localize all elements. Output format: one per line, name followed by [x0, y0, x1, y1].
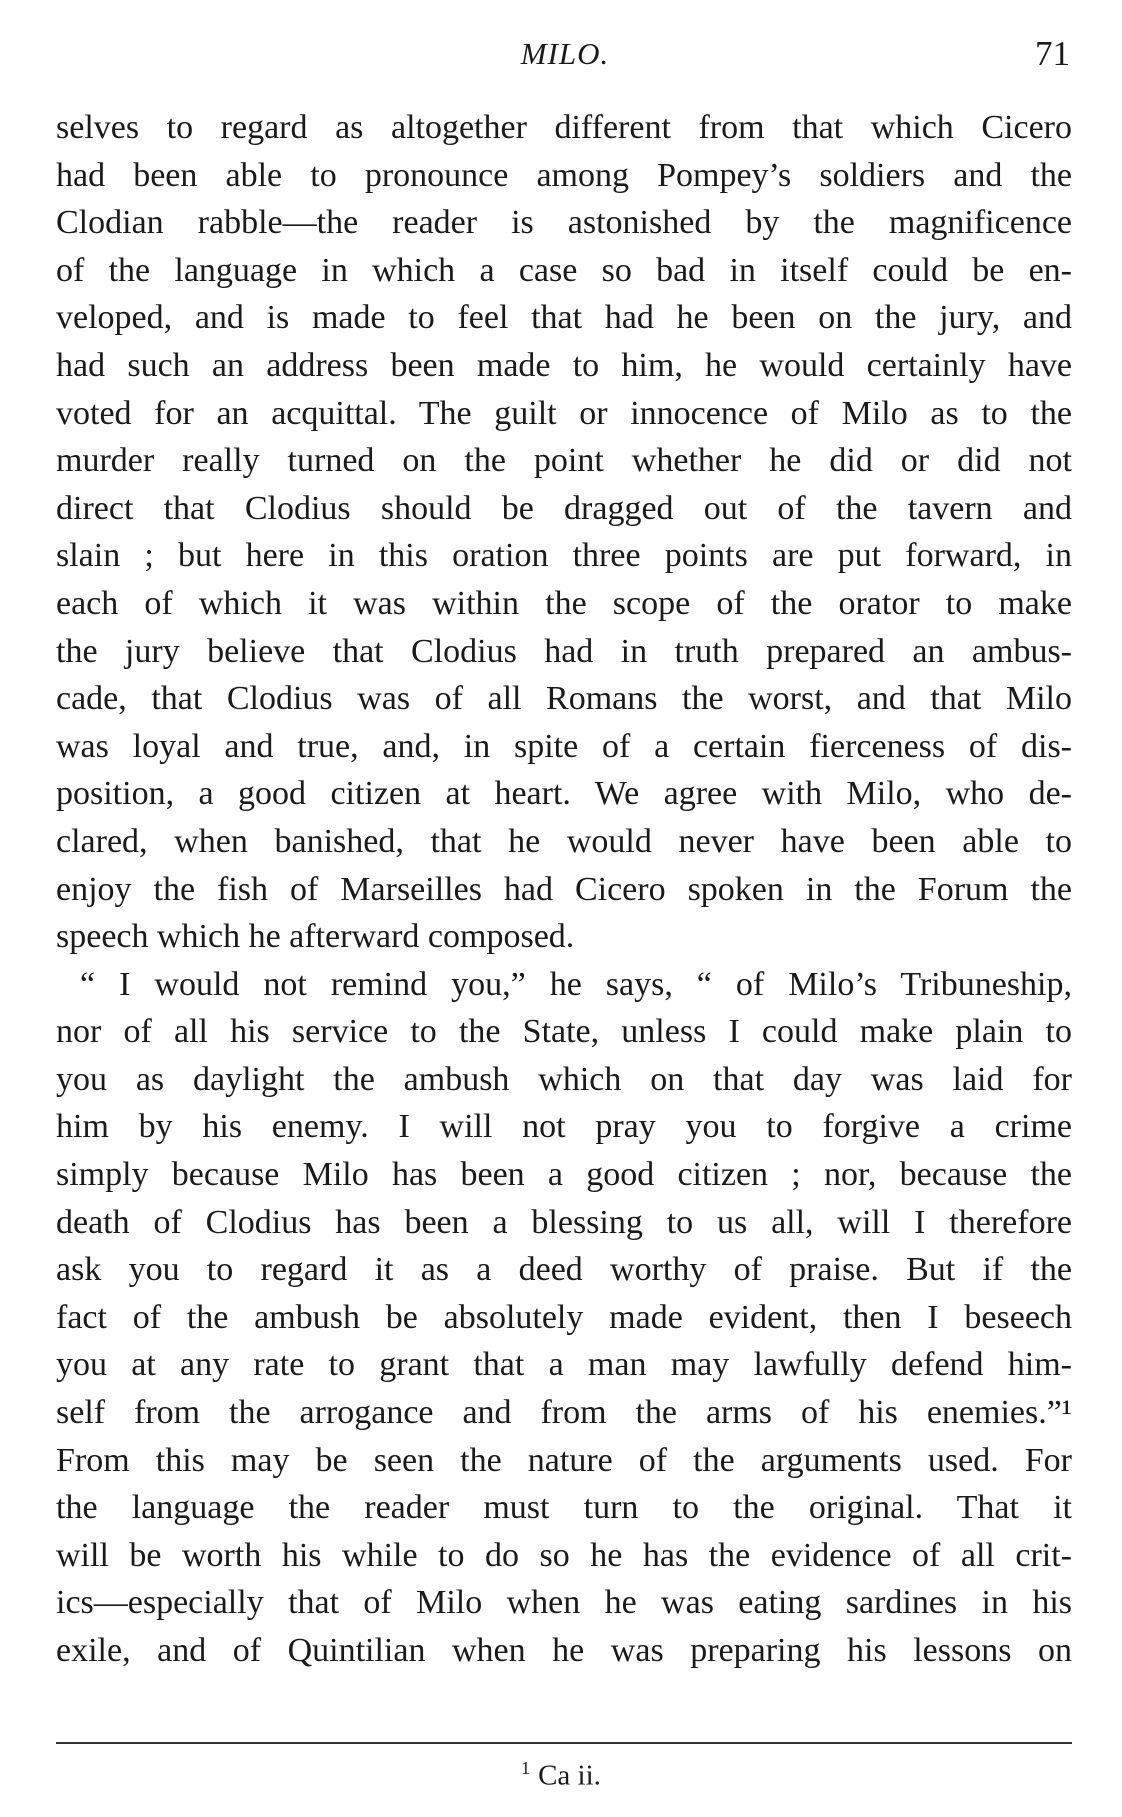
text-line: self from the arrogance and from the arms of his enemies.”¹ — [56, 1394, 1072, 1432]
text-line: you as daylight the ambush which on that day was laid for — [56, 1060, 1072, 1098]
text-line: had been able to pronounce among Pompey’s soldiers and the — [56, 156, 1072, 194]
text-line: slain ; but here in this oration three points are put forward, in — [56, 537, 1072, 575]
text-line: will be worth his while to do so he has the evidence of all crit- — [56, 1536, 1072, 1574]
running-title: MILO. — [520, 36, 610, 71]
text-line: of the language in which a case so bad in itself could be en- — [56, 251, 1072, 289]
text-line: position, a good citizen at heart. We agree with Milo, who de- — [56, 775, 1072, 813]
text-line: him by his enemy. I will not pray you to forgive a crime — [56, 1108, 1072, 1146]
text-line: nor of all his service to the State, unless I could make plain to — [56, 1013, 1072, 1051]
text-line: ask you to regard it as a deed worthy of praise. But if the — [56, 1251, 1072, 1289]
text-line: death of Clodius has been a blessing to us all, will I therefore — [56, 1203, 1072, 1241]
text-line: selves to regard as altogether different from that which Cicero — [56, 109, 1072, 146]
footnote-divider — [56, 1742, 1072, 1744]
text-line: “ I would not remind you,” he says, “ of Milo’s Tribuneship, — [80, 965, 1072, 1003]
text-line: ics—especially that of Milo when he was eating sardines in his — [56, 1584, 1072, 1622]
text-line: the language the reader must turn to the original. That it — [56, 1489, 1072, 1527]
text-line: direct that Clodius should be dragged out of the tavern and — [56, 489, 1072, 527]
text-line: murder really turned on the point whether he did or did not — [56, 442, 1072, 480]
text-line: From this may be seen the nature of the arguments used. For — [56, 1441, 1072, 1479]
text-line: voted for an acquittal. The guilt or innocence of Milo as to the — [56, 394, 1072, 432]
text-line: clared, when banished, that he would never have been able to — [56, 822, 1072, 860]
page-number: 71 — [1035, 34, 1070, 73]
text-line: you at any rate to grant that a man may lawfully defend him- — [56, 1346, 1072, 1384]
running-head — [60, 30, 1070, 80]
text-line: had such an address been made to him, he would certainly have — [56, 346, 1072, 384]
text-line: each of which it was within the scope of the orator to make — [56, 584, 1072, 622]
text-line: fact of the ambush be absolutely made evident, then I beseech — [56, 1298, 1072, 1336]
text-line: cade, that Clodius was of all Romans the worst, and that Milo — [56, 680, 1072, 718]
text-line: the jury believe that Clodius had in truth prepared an ambus- — [56, 632, 1072, 670]
text-line: enjoy the fish of Marseilles had Cicero spoken in the Forum the — [56, 870, 1072, 908]
text-line: speech which he afterward composed. — [56, 918, 575, 956]
body-text — [56, 104, 1072, 1675]
text-line: Clodian rabble—the reader is astonished by the magnificence — [56, 204, 1072, 242]
text-line: was loyal and true, and, in spite of a certain fierceness of dis- — [56, 727, 1072, 765]
text-line: veloped, and is made to feel that had he been on the jury, and — [56, 299, 1072, 337]
text-line: exile, and of Quintilian when he was preparing his lessons on — [56, 1632, 1072, 1669]
footnote-marker: 1 — [521, 1758, 531, 1778]
footnote-text: Ca ii. — [538, 1759, 601, 1792]
text-line: simply because Milo has been a good citizen ; nor, because the — [56, 1156, 1072, 1194]
footnote — [0, 1758, 1122, 1793]
